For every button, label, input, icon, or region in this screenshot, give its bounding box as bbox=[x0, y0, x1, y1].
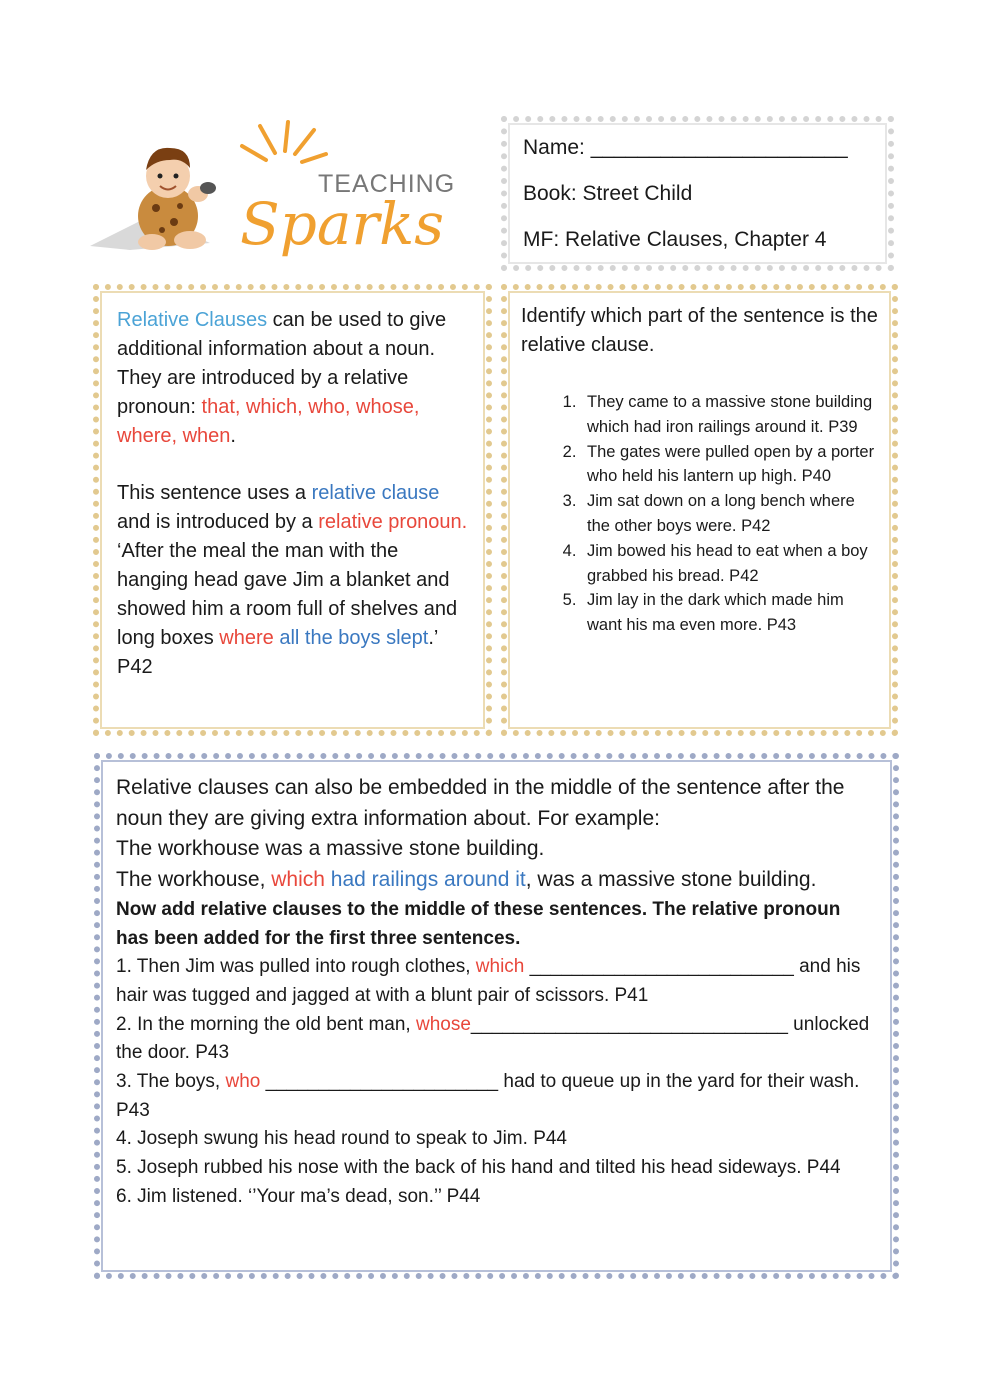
sentence-2: 2. In the morning the old bent man, whose______________________________ unlocked the door. P43 bbox=[116, 1013, 870, 1064]
book-line: Book: Street Child bbox=[523, 182, 693, 205]
name-blank: ______________________ bbox=[590, 136, 848, 159]
list-item: 2. The gates were pulled open by a porter who held his lantern up high. P40 bbox=[581, 440, 878, 490]
sentence-1: 1. Then Jim was pulled into rough clothes, which _________________________ and his hair was tugged and jagged at with a blunt pair of scissors. P41 bbox=[116, 956, 861, 1006]
mf-line: MF: Relative Clauses, Chapter 4 bbox=[523, 228, 827, 251]
sentence-3: 3. The boys, who ______________________ had to queue up in the yard for their wash. P43 bbox=[116, 1071, 860, 1121]
list-item: 1. They came to a massive stone building which had iron railings around it. P39 bbox=[581, 390, 878, 440]
intro-end: . bbox=[230, 425, 236, 447]
sentence-2-blank: ______________________________ bbox=[470, 1013, 788, 1035]
sentence-1-pronoun: which bbox=[475, 956, 525, 978]
term-relative-clauses: Relative Clauses bbox=[117, 309, 268, 331]
pronoun-list: that, which, who, whose, where, when bbox=[117, 396, 420, 447]
example-quote bbox=[117, 537, 468, 682]
list-item: 3. Jim sat down on a long bench where the other boys were. P42 bbox=[581, 489, 878, 539]
name-line bbox=[523, 136, 872, 159]
example-clause: had railings around it bbox=[330, 868, 526, 892]
list-item: 4. Jim bowed his head to eat when a boy grabbed his bread. P42 bbox=[581, 539, 878, 589]
example-text-b: and is introduced by a bbox=[117, 511, 319, 533]
sentence-3-blank: ______________________ bbox=[260, 1071, 499, 1093]
list-item: 5. Jim lay in the dark which made him want his ma even more. P43 bbox=[581, 588, 878, 638]
example-pronoun: which bbox=[271, 868, 325, 892]
example-text-a: This sentence uses a bbox=[117, 482, 312, 504]
quote-text: ‘After the meal the man with the hanging head gave Jim a blanket and showed him a room full of shelves and long boxes bbox=[117, 540, 458, 649]
sentence-1-blank: _________________________ bbox=[524, 956, 794, 978]
example-sentence-1: The workhouse was a massive stone building. bbox=[116, 837, 545, 861]
relative-clauses-intro-box bbox=[93, 284, 492, 736]
logo-text-teaching: TEACHING bbox=[318, 170, 456, 198]
term-relative-pronoun: relative pronoun. bbox=[318, 511, 468, 533]
intro-paragraph bbox=[117, 306, 468, 451]
intro-text: can be used to give additional information about a noun. They are introduced by a relative pronoun: bbox=[117, 309, 447, 418]
sentence-2-pronoun: whose bbox=[415, 1013, 471, 1035]
example-sentence-2: The workhouse, which had railings around it, was a massive stone building. bbox=[116, 868, 817, 892]
identify-task-box bbox=[501, 284, 898, 736]
quote-pronoun: where bbox=[219, 627, 274, 649]
sentence-5: 5. Joseph rubbed his nose with the back of his hand and tilted his head sideways. P44 bbox=[116, 1157, 841, 1179]
identify-question: Identify which part of the sentence is the relative clause. bbox=[521, 305, 878, 356]
teaching-sparks-logo bbox=[90, 118, 460, 268]
sentence-4: 4. Joseph swung his head round to speak to Jim. P44 bbox=[116, 1128, 567, 1150]
caveman-mascot-icon bbox=[90, 118, 460, 268]
sentence-3-pronoun: who bbox=[225, 1071, 261, 1093]
example-paragraph bbox=[117, 479, 468, 537]
header-info-box bbox=[501, 116, 894, 271]
name-label: Name: bbox=[523, 136, 585, 159]
embedded-intro: Relative clauses can also be embedded in the middle of the sentence after the noun they are giving extra information about. For example: bbox=[116, 776, 845, 830]
sentence-6: 6. Jim listened. ‘’Your ma’s dead, son.’’ P44 bbox=[116, 1185, 481, 1207]
identify-list bbox=[521, 390, 878, 638]
term-relative-clause: relative clause bbox=[311, 482, 440, 504]
task-instruction: Now add relative clauses to the middle of these sentences. The relative pronoun has been added for the first three sentences. bbox=[116, 898, 841, 949]
quote-end: .’ P42 bbox=[117, 627, 438, 678]
logo-text-sparks: Sparks bbox=[240, 190, 445, 258]
quote-clause: all the boys slept bbox=[279, 627, 429, 649]
embedded-clauses-box bbox=[94, 753, 899, 1279]
